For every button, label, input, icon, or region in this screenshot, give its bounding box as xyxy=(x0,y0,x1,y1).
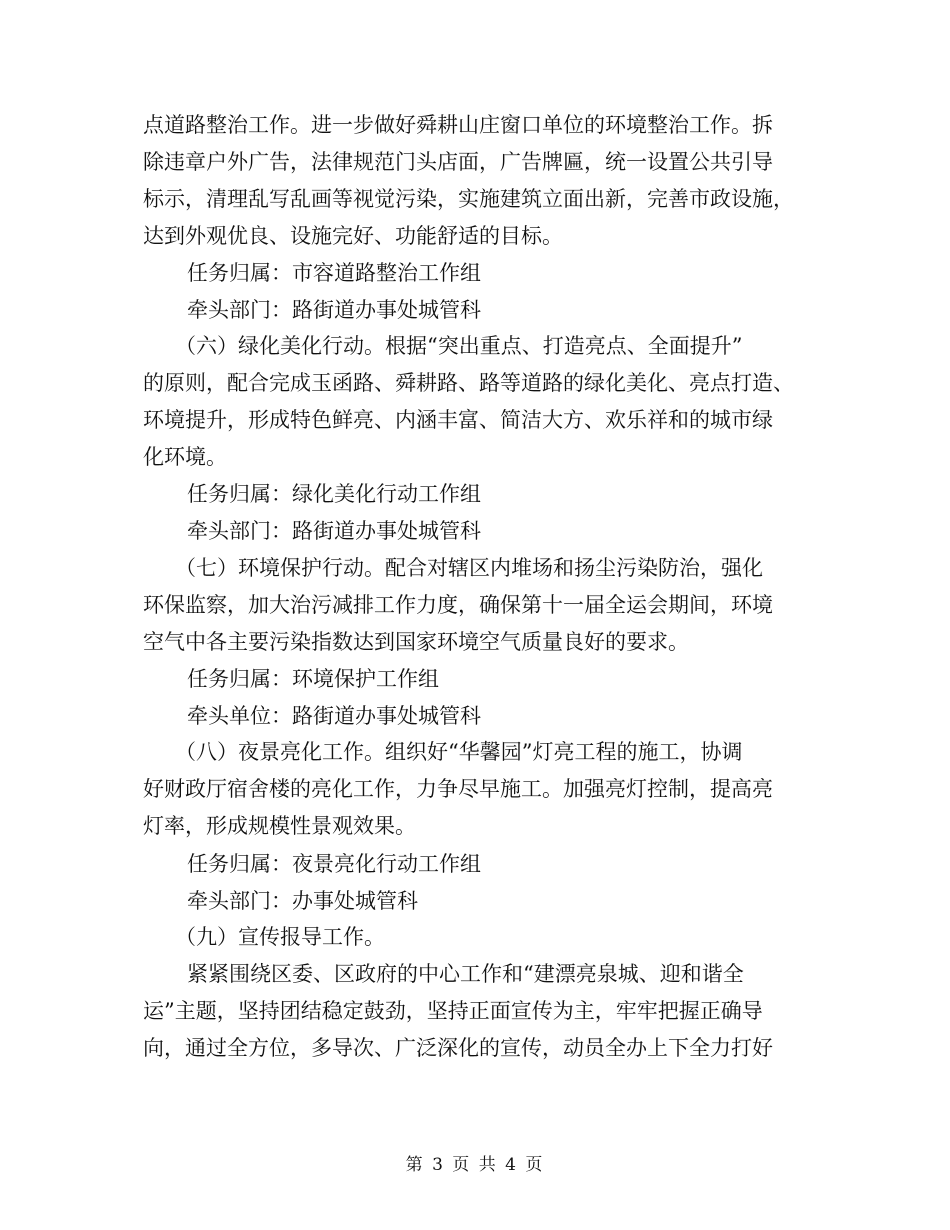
text-line: 标示，清理乱写乱画等视觉污染，实施建筑立面出新，完善市政设施， xyxy=(143,187,794,211)
text-line: 达到外观优良、设施完好、功能舒适的目标。 xyxy=(143,224,563,248)
text-line: 牵头部门：路街道办事处城管科 xyxy=(187,519,481,543)
text-line: 牵头单位：路街道办事处城管科 xyxy=(187,704,481,728)
text-line: 化环境。 xyxy=(143,445,227,469)
text-line: 任务归属：夜景亮化行动工作组 xyxy=(187,852,481,876)
text-line: 空气中各主要污染指数达到国家环境空气质量良好的要求。 xyxy=(143,630,689,654)
text-line: 好财政厅宿舍楼的亮化工作，力争尽早施工。加强亮灯控制，提高亮 xyxy=(143,777,773,801)
text-line: （九）宣传报导工作。 xyxy=(175,925,385,949)
text-line: 任务归属：环境保护工作组 xyxy=(187,667,439,691)
text-line: 向，通过全方位，多导次、广泛深化的宣传，动员全办上下全力打好 xyxy=(143,1036,773,1060)
text-line: 除违章户外广告，法律规范门头店面，广告牌匾，统一设置公共引导 xyxy=(143,150,773,174)
text-line: 环境提升，形成特色鲜亮、内涵丰富、简洁大方、欢乐祥和的城市绿 xyxy=(143,408,773,432)
page-footer: 第 3 页 共 4 页 xyxy=(405,1155,545,1175)
text-line: （七）环境保护行动。配合对辖区内堆场和扬尘污染防治，强化 xyxy=(175,556,763,580)
text-line: 牵头部门：办事处城管科 xyxy=(187,889,418,913)
text-line: 牵头部门：路街道办事处城管科 xyxy=(187,298,481,322)
text-line: （六）绿化美化行动。根据“突出重点、打造亮点、全面提升” xyxy=(175,334,743,358)
text-line: 任务归属：市容道路整治工作组 xyxy=(187,261,481,285)
text-line: 运”主题，坚持团结稳定鼓劲，坚持正面宣传为主，牢牢把握正确导 xyxy=(143,999,763,1023)
text-line: 点道路整治工作。进一步做好舜耕山庄窗口单位的环境整治工作。拆 xyxy=(143,113,773,137)
text-line: 紧紧围绕区委、区政府的中心工作和“建漂亮泉城、迎和谐全 xyxy=(187,962,744,986)
text-line: 任务归属：绿化美化行动工作组 xyxy=(187,482,481,506)
text-line: 环保监察，加大治污减排工作力度，确保第十一届全运会期间，环境 xyxy=(143,593,773,617)
text-line: 灯率，形成规模性景观效果。 xyxy=(143,814,416,838)
text-line: （八）夜景亮化工作。组织好“华馨园”灯亮工程的施工，协调 xyxy=(175,740,743,764)
text-line: 的原则，配合完成玉函路、舜耕路、路等道路的绿化美化、亮点打造、 xyxy=(143,371,794,395)
